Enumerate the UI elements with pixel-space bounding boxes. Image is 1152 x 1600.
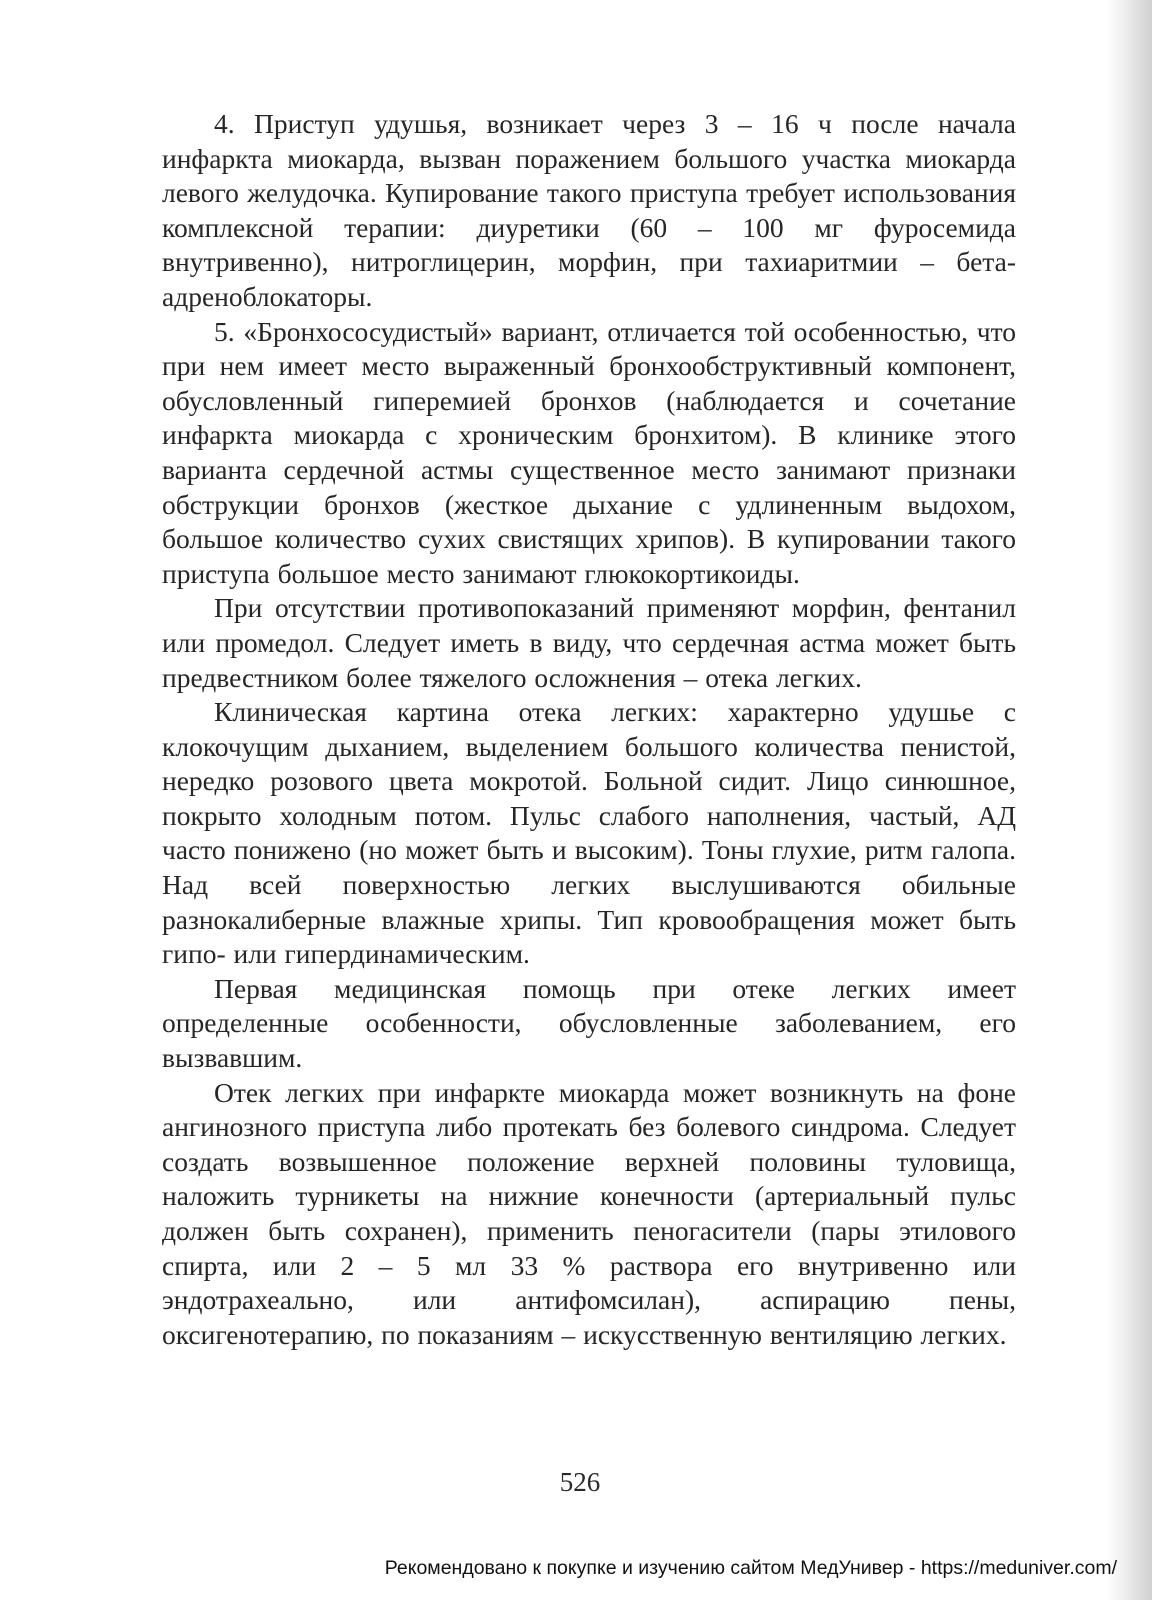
paragraph-4: Клиническая картина отека легких: характерно удушье с клокочущим дыханием, выделением большого количества пенистой, нередко розового цвета мокротой. Больной сидит. Лицо синюшное, покрыто холодным потом. Пульс слабого наполнения, частый, АД часто понижено (но может быть и высоким). Тоны глухие, ритм галопа. Над всей поверхностью легких выслушиваются обильные разнокалиберные влажные хрипы. Тип кровообращения может быть гипо- или гипердинамическим. bbox=[162, 696, 1016, 970]
page-edge-shadow bbox=[1106, 0, 1152, 1600]
body-text bbox=[162, 107, 1016, 1352]
paragraph-6: Отек легких при инфаркте миокарда может возникнуть на фоне ангинозного приступа либо протекать без болевого синдрома. Следует создать возвышенное положение верхней половины туловища, наложить турникеты на нижние конечности (артериальный пульс должен быть сохранен), применить пеногасители (пары этилового спирта, или 2 – 5 мл 33 % раствора его внутривенно или эндотрахеально, или антифомсилан), аспирацию пены, оксигенотерапию, по показаниям – искусственную вентиляцию легких. bbox=[162, 1076, 1016, 1350]
paragraph-3: При отсутствии противопоказаний применяют морфин, фентанил или промедол. Следует иметь в виду, что сердечная астма может быть предвестником более тяжелого осложнения – отека легких. bbox=[162, 592, 1016, 693]
footer-recommendation: Рекомендовано к покупке и изучению сайтом МедУнивер - https://meduniver.com/ bbox=[384, 1557, 1117, 1579]
page-number: 526 bbox=[559, 1467, 601, 1497]
paragraph-5: Первая медицинская помощь при отеке легких имеет определенные особенности, обусловленные заболеванием, его вызвавшим. bbox=[162, 972, 1016, 1074]
paragraph-1: 4. Приступ удушья, возникает через 3 – 16 ч после начала инфаркта миокарда, вызван поражением большого участка миокарда левого желудочка. Купирование такого приступа требует использования комплексной терапии: диуретики (60 – 100 мг фуросемида внутривенно), нитроглицерин, морфин, при тахиаритмии – бета-адреноблокаторы. bbox=[162, 108, 1016, 312]
paragraph-2: 5. «Бронхососудистый» вариант, отличается той особенностью, что при нем имеет место выраженный бронхообструктивный компонент, обусловленный гиперемией бронхов (наблюдается и сочетание инфаркта миокарда с хроническим бронхитом). В клинике этого варианта сердечной астмы существенное место занимают признаки обструкции бронхов (жесткое дыхание с удлиненным выдохом, большое количество сухих свистящих хрипов). В купировании такого приступа большое место занимают глюкокортикоиды. bbox=[162, 315, 1016, 589]
